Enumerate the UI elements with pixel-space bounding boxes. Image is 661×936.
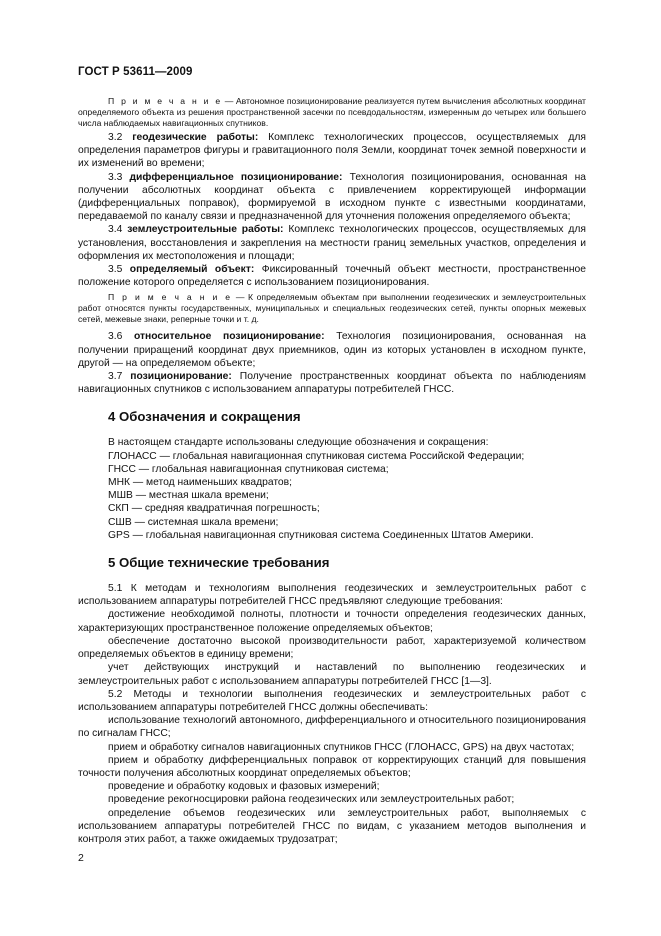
note-label: П р и м е ч а н и е	[108, 96, 223, 106]
term-number: 3.7	[108, 371, 131, 383]
term-3-6	[78, 330, 586, 370]
body-paragraph: проведение и обработку кодовых и фазовых измерений;	[108, 781, 380, 793]
body-paragraph: достижение необходимой полноты, плотности и точности определения геодезических данных, характеризующих пространственное положение определяемых объектов;	[78, 609, 586, 634]
term-definition: Комплекс технологических процессов, осуществляемых для установления, восстановления и закрепления на местности границ земельных участков, определения и оформления их местоположения и площади;	[78, 224, 586, 262]
page-number: 2	[78, 852, 84, 864]
body-paragraph: определение объемов геодезических или землеустроительных работ, выполняемых с использованием аппаратуры потребителей ГНСС по видам, с указанием методов выполнения и контроля этих работ, а также ожидаемых трудозатрат;	[78, 807, 586, 845]
abbr-item: МШВ — местная шкала времени;	[108, 490, 269, 502]
term-number: 3.5	[108, 264, 130, 276]
term-definition: Комплекс технологических процессов, осуществляемых для определения параметров фигуры и гравитационного поля Земли, координат точек земной поверхности и их изменений во времени;	[78, 132, 586, 170]
abbr-item: ГЛОНАСС — глобальная навигационная спутниковая система Российской Федерации;	[108, 450, 525, 462]
body-paragraph: проведение рекогносцировки района геодезических или землеустроительных работ;	[108, 794, 515, 806]
note-paragraph	[78, 96, 586, 129]
abbr-item: СШВ — системная шкала времени;	[108, 516, 279, 528]
abbr-item: GPS — глобальная навигационная спутниковая система Соединенных Штатов Америки.	[108, 529, 534, 541]
term-name: дифференциальное позиционирование:	[129, 171, 343, 183]
term-name: позиционирование:	[130, 371, 232, 383]
term-name: определяемый объект:	[129, 264, 255, 276]
note-text: — К определяемым объектам при выполнении геодезических и землеустроительных работ относятся пункты государственных, муниципальных и специальных геодезических сетей, пункты опорных межевых сетей, межевые знаки, реперные точки и т. д.	[78, 292, 586, 325]
term-3-2	[78, 131, 586, 171]
abbr-item: МНК — метод наименьших квадратов;	[108, 477, 292, 489]
term-number: 3.3	[108, 171, 130, 183]
abbr-item: ГНСС — глобальная навигационная спутниковая система;	[108, 463, 389, 475]
standard-header: ГОСТ Р 53611—2009	[78, 66, 193, 78]
term-3-5	[78, 263, 586, 289]
abbr-item: СКП — средняя квадратичная погрешность;	[108, 503, 320, 515]
term-number: 3.2	[108, 132, 133, 143]
section-heading: 4 Обозначения и сокращения	[108, 409, 301, 425]
note-paragraph	[78, 292, 586, 325]
body-paragraph: прием и обработку сигналов навигационных спутников ГНСС (ГЛОНАСС, GPS) на двух частотах;	[108, 741, 575, 753]
term-3-4	[78, 223, 586, 263]
term-definition: Технология позиционирования, основанная на получении абсолютных координат объекта с привлечением корректирующей информации (дифференциальных поправок), формируемой в исходном пункте с известными координатами, передаваемой по каналу связи и предназначенной для уточнения положения определяемого объекта;	[78, 171, 587, 223]
abbr-intro: В настоящем стандарте использованы следующие обозначения и сокращения:	[108, 437, 489, 449]
term-definition: Получение пространственных координат объекта по наблюдениям навигационных спутников с использованием аппаратуры потребителей ГНСС.	[78, 371, 586, 396]
body-paragraph: 5.1 К методам и технологиям выполнения геодезических и землеустроительных работ с использованием аппаратуры потребителей ГНСС предъявляют следующие требования:	[78, 583, 586, 608]
section-heading: 5 Общие технические требования	[108, 555, 330, 571]
term-definition: Фиксированный точечный объект местности, пространственное положение которого определяется с использованием позиционирования.	[78, 264, 586, 289]
note-label: П р и м е ч а н и е	[108, 292, 233, 303]
term-3-3	[78, 171, 586, 224]
body-paragraph: использование технологий автономного, дифференциального и относительного позиционирования по сигналам ГНСС;	[78, 715, 586, 740]
page-content	[78, 96, 586, 846]
term-name: землеустроительные работы:	[127, 224, 284, 236]
body-paragraph: прием и обработку дифференциальных поправок от корректирующих станций для повышения точности получения абсолютных координат определяемых объектов;	[78, 754, 586, 779]
note-text: — Автономное позиционирование реализуется путем вычисления абсолютных координат определяемого объекта из решения пространственной засечки по псевдодальностям, измеренным до четырех или большего числа наблюдаемых навигационных спутников.	[78, 96, 586, 128]
term-definition: Технология позиционирования, основанная на получении приращений координат двух приемников, один из которых установлен в исходном пункте, другой — на определяемом объекте;	[78, 331, 587, 369]
term-name: геодезические работы:	[132, 132, 259, 143]
term-name: относительное позиционирование:	[133, 331, 325, 343]
term-number: 3.6	[108, 331, 134, 343]
body-paragraph: 5.2 Методы и технологии выполнения геодезических и землеустроительных работ с использованием аппаратуры потребителей ГНСС должны обеспечивать:	[78, 688, 586, 713]
term-3-7	[78, 370, 586, 396]
body-paragraph: учет действующих инструкций и наставлений по выполнению геодезических и землеустроительных работ с использованием аппаратуры потребителей ГНСС [1—3].	[78, 662, 586, 687]
term-number: 3.4	[108, 224, 128, 236]
body-paragraph: обеспечение достаточно высокой производительности работ, характеризуемой количеством определяемых объектов в единицу времени;	[78, 635, 586, 661]
